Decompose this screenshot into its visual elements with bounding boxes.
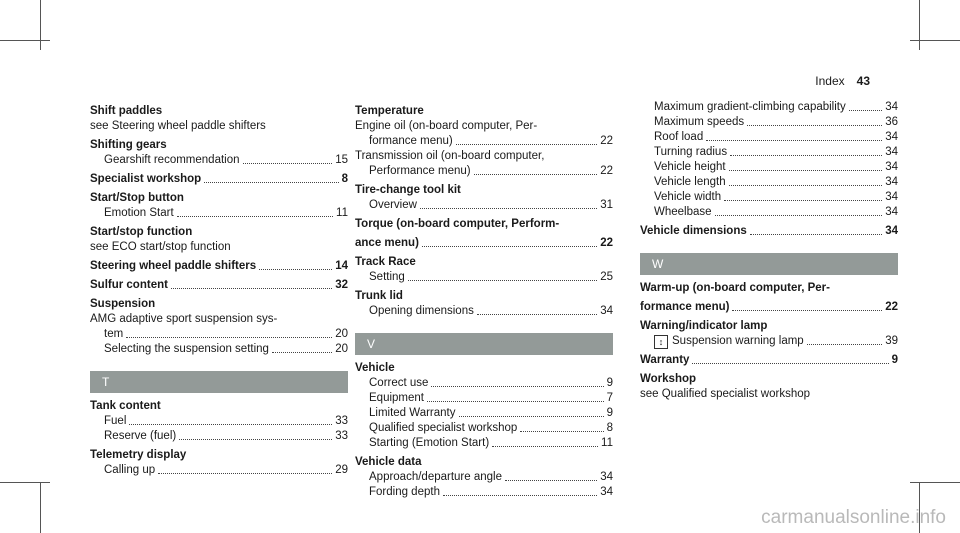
entry-text: formance menu) [369, 135, 453, 147]
page-ref[interactable]: 8 [341, 173, 348, 185]
section-title: Index [815, 74, 845, 88]
index-entry[interactable] [355, 236, 613, 251]
index-subentry[interactable] [355, 198, 613, 213]
page-ref[interactable]: 34 [885, 225, 898, 237]
crop-mark [40, 483, 41, 533]
index-subentry [90, 119, 348, 134]
dot-leader [179, 439, 332, 440]
entry-text: Qualified specialist workshop [369, 422, 518, 434]
index-subentry[interactable] [640, 115, 898, 130]
dot-leader [747, 125, 882, 126]
index-subentry [90, 240, 348, 255]
dot-leader [171, 288, 332, 289]
entry-text: Sulfur content [90, 279, 168, 291]
dot-leader [272, 352, 332, 353]
dot-leader [750, 234, 882, 235]
page-ref[interactable]: 9 [891, 354, 898, 366]
index-entry [90, 138, 348, 153]
page-ref[interactable]: 14 [335, 260, 348, 272]
entry-text: Specialist workshop [90, 173, 202, 185]
entry-text: formance menu) [640, 301, 730, 313]
dot-leader [729, 185, 883, 186]
dot-leader [692, 363, 888, 364]
index-subentry [640, 387, 898, 402]
entry-text: Limited Warranty [369, 407, 456, 419]
entry-text: Tire-change tool kit [355, 184, 461, 196]
page-ref[interactable]: 34 [885, 176, 898, 188]
entry-text: Vehicle length [654, 176, 726, 188]
index-entry [355, 255, 613, 270]
dot-leader [849, 110, 882, 111]
entry-text: Calling up [104, 464, 156, 476]
index-entry [355, 361, 613, 376]
dot-leader [520, 431, 603, 432]
entry-text: Engine oil (on-board computer, Per- [355, 120, 538, 132]
dot-leader [204, 182, 338, 183]
entry-text: Warning/indicator lamp [640, 320, 768, 332]
index-subentry[interactable] [90, 414, 348, 429]
entry-text: Start/stop function [90, 226, 193, 238]
page-ref[interactable]: 9 [606, 407, 613, 419]
page-ref[interactable]: 29 [335, 464, 348, 476]
dot-leader [177, 216, 333, 217]
dot-leader [456, 144, 597, 145]
index-subentry[interactable] [640, 205, 898, 220]
index-subentry[interactable] [640, 190, 898, 205]
index-subentry[interactable] [355, 406, 613, 421]
entry-text: Vehicle [355, 362, 395, 374]
dot-leader [431, 386, 603, 387]
dot-leader [408, 280, 597, 281]
index-column-1 [90, 100, 348, 478]
page-ref[interactable]: 9 [606, 377, 613, 389]
index-subentry[interactable] [90, 429, 348, 444]
dot-leader [477, 314, 597, 315]
dot-leader [443, 495, 597, 496]
entry-text: Reserve (fuel) [104, 430, 177, 442]
index-subentry[interactable] [640, 145, 898, 160]
entry-text: Fuel [104, 415, 127, 427]
page-ref[interactable]: 34 [600, 471, 613, 483]
index-subentry[interactable] [90, 153, 348, 168]
entry-text: Track Race [355, 256, 416, 268]
page-ref[interactable]: 25 [600, 271, 613, 283]
dot-leader [706, 140, 882, 141]
letter-section-header: V [355, 333, 613, 355]
entry-text: Selecting the suspension setting [104, 343, 269, 355]
page-ref[interactable]: 39 [885, 335, 898, 347]
entry-text: Fording depth [369, 486, 440, 498]
index-entry [90, 399, 348, 414]
index-subentry[interactable] [355, 376, 613, 391]
page-ref[interactable]: 34 [600, 305, 613, 317]
index-entry[interactable] [90, 278, 348, 293]
entry-text: Wheelbase [654, 206, 712, 218]
page-ref[interactable]: 20 [335, 343, 348, 355]
index-subentry[interactable] [355, 270, 613, 285]
entry-text: Workshop [640, 373, 697, 385]
index-entry[interactable] [640, 353, 898, 368]
index-subentry[interactable] [355, 421, 613, 436]
dot-leader [724, 200, 882, 201]
page-ref[interactable]: 34 [885, 206, 898, 218]
index-subentry[interactable] [355, 485, 613, 500]
entry-text: see ECO start/stop function [90, 241, 231, 253]
entry-text: Maximum gradient-climbing capability [654, 101, 846, 113]
entry-text: Tank content [90, 400, 161, 412]
index-entry [90, 297, 348, 312]
index-subentry[interactable] [90, 342, 348, 357]
index-subentry[interactable] [90, 206, 348, 221]
dot-leader [126, 337, 332, 338]
entry-text: Turning radius [654, 146, 728, 158]
entry-text: Start/Stop button [90, 192, 184, 204]
page-header [815, 74, 870, 88]
index-subentry[interactable] [640, 130, 898, 145]
index-subentry[interactable] [90, 327, 348, 342]
page-ref[interactable]: 34 [885, 146, 898, 158]
entry-text: Torque (on-board computer, Perform- [355, 218, 560, 230]
index-subentry[interactable] [355, 391, 613, 406]
page-ref[interactable]: 20 [335, 328, 348, 340]
entry-text: Trunk lid [355, 290, 403, 302]
dot-leader [492, 446, 598, 447]
index-subentry[interactable] [355, 436, 613, 451]
dot-leader [730, 155, 882, 156]
page-ref[interactable]: 34 [600, 486, 613, 498]
index-entry [90, 225, 348, 240]
page-number: 43 [856, 74, 870, 88]
entry-text: Maximum speeds [654, 116, 745, 128]
page-ref[interactable]: 22 [885, 301, 898, 313]
watermark: carmanualsonline.info [761, 507, 946, 528]
index-subentry[interactable] [640, 175, 898, 190]
page-ref[interactable]: 33 [335, 430, 348, 442]
entry-text: see Qualified specialist workshop [640, 388, 811, 400]
index-subentry [355, 149, 613, 164]
entry-text: Vehicle data [355, 456, 422, 468]
entry-text: Steering wheel paddle shifters [90, 260, 257, 272]
crop-mark [919, 0, 920, 50]
dot-leader [732, 310, 882, 311]
index-subentry [90, 312, 348, 327]
entry-text: AMG adaptive sport suspension sys- [90, 313, 278, 325]
entry-text: Overview [369, 199, 417, 211]
entry-text: Vehicle width [654, 191, 722, 203]
index-entry [355, 183, 613, 198]
dot-leader [259, 269, 332, 270]
crop-mark [40, 0, 41, 50]
page-ref[interactable]: 22 [600, 237, 613, 249]
page-ref[interactable]: 34 [885, 101, 898, 113]
index-subentry[interactable] [90, 463, 348, 478]
page-ref[interactable]: 34 [885, 131, 898, 143]
entry-text: Setting [369, 271, 405, 283]
entry-text: Emotion Start [104, 207, 174, 219]
entry-text: Roof load [654, 131, 704, 143]
dot-leader [474, 174, 598, 175]
crop-mark [910, 40, 960, 41]
page-ref[interactable]: 22 [600, 165, 613, 177]
index-entry[interactable] [640, 300, 898, 315]
page-ref[interactable]: 33 [335, 415, 348, 427]
crop-mark [910, 482, 960, 483]
entry-text: Suspension warning lamp [672, 335, 804, 347]
entry-text: ance menu) [355, 237, 419, 249]
index-subentry[interactable] [355, 134, 613, 149]
entry-text: see Steering wheel paddle shifters [90, 120, 266, 132]
index-subentry[interactable] [355, 304, 613, 319]
entry-text: Vehicle height [654, 161, 726, 173]
entry-text: Temperature [355, 105, 424, 117]
index-entry [90, 104, 348, 119]
index-entry [640, 281, 898, 296]
index-entry [355, 104, 613, 119]
page-ref[interactable]: 8 [606, 422, 613, 434]
index-column-3 [640, 100, 898, 402]
entry-text: Shifting gears [90, 139, 167, 151]
index-entry [640, 372, 898, 387]
page-ref[interactable]: 7 [606, 392, 613, 404]
entry-text: Opening dimensions [369, 305, 474, 317]
page-ref[interactable]: 11 [601, 437, 613, 449]
index-entry[interactable] [90, 259, 348, 274]
crop-mark [0, 482, 50, 483]
suspension-warning-lamp-icon: ↕ [654, 335, 668, 349]
entry-text: Performance menu) [369, 165, 471, 177]
index-subentry[interactable] [355, 470, 613, 485]
entry-text: tem [104, 328, 124, 340]
dot-leader [459, 416, 604, 417]
index-entry [90, 191, 348, 206]
entry-text: Approach/departure angle [369, 471, 502, 483]
entry-text: Equipment [369, 392, 424, 404]
entry-text: Shift paddles [90, 105, 163, 117]
index-subentry[interactable] [640, 334, 898, 349]
page-ref[interactable]: 31 [600, 199, 613, 211]
index-subentry [355, 119, 613, 134]
index-column-2 [355, 100, 613, 500]
entry-text: Gearshift recommendation [104, 154, 240, 166]
page-ref[interactable]: 34 [885, 191, 898, 203]
index-subentry[interactable] [640, 100, 898, 115]
index-entry [355, 455, 613, 470]
dot-leader [505, 480, 597, 481]
index-entry [640, 319, 898, 334]
index-subentry[interactable] [640, 160, 898, 175]
dot-leader [420, 208, 597, 209]
letter-section-header: T [90, 371, 348, 393]
index-entry[interactable] [640, 224, 898, 239]
entry-text: Starting (Emotion Start) [369, 437, 490, 449]
crop-mark [0, 40, 50, 41]
entry-text: Warranty [640, 354, 690, 366]
entry-text: Vehicle dimensions [640, 225, 747, 237]
index-entry[interactable] [90, 172, 348, 187]
index-subentry[interactable] [355, 164, 613, 179]
page-ref[interactable]: 32 [335, 279, 348, 291]
dot-leader [427, 401, 604, 402]
page-ref[interactable]: 15 [335, 154, 348, 166]
dot-leader [158, 473, 332, 474]
entry-text: Transmission oil (on-board computer, [355, 150, 545, 162]
dot-leader [129, 424, 332, 425]
index-entry [355, 217, 613, 232]
letter-section-header: W [640, 253, 898, 275]
page-ref[interactable]: 11 [336, 207, 348, 219]
entry-text: Telemetry display [90, 449, 187, 461]
page-ref[interactable]: 22 [600, 135, 613, 147]
dot-leader [807, 344, 883, 345]
dot-leader [715, 215, 883, 216]
entry-text: Correct use [369, 377, 429, 389]
page-ref[interactable]: 34 [885, 161, 898, 173]
index-entry [90, 448, 348, 463]
page-ref[interactable]: 36 [885, 116, 898, 128]
dot-leader [422, 246, 597, 247]
entry-text: Suspension [90, 298, 156, 310]
dot-leader [729, 170, 883, 171]
index-entry [355, 289, 613, 304]
entry-text: Warm-up (on-board computer, Per- [640, 282, 830, 294]
dot-leader [243, 163, 333, 164]
